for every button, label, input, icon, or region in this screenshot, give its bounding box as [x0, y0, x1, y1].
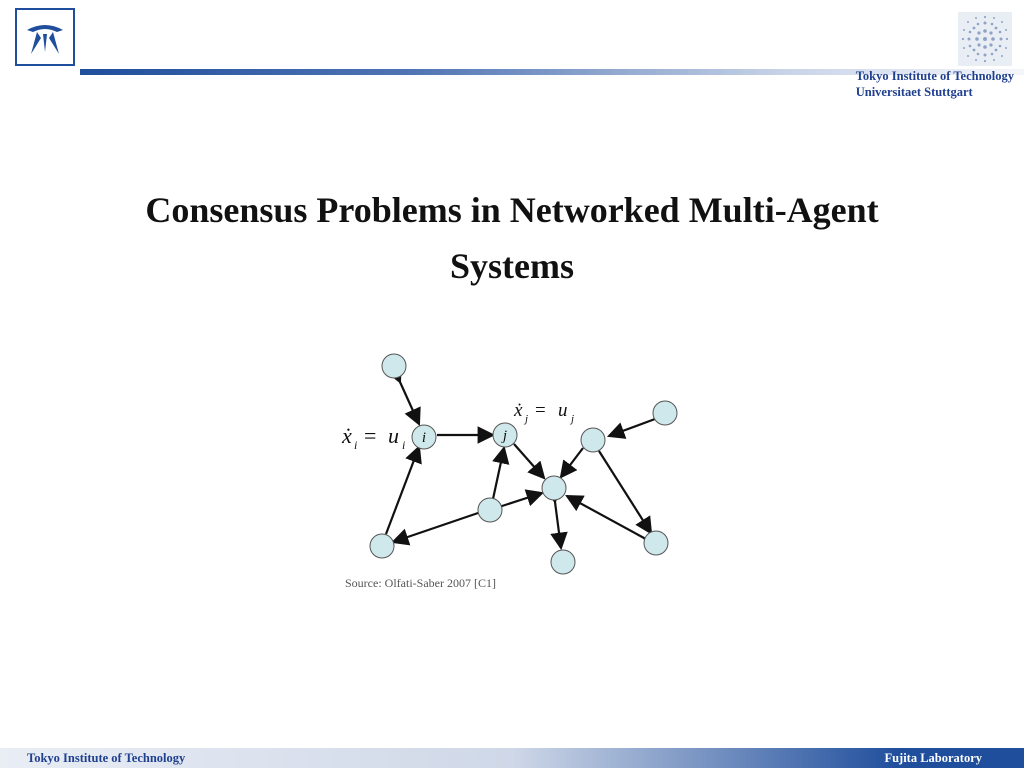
title-line-2: Systems — [450, 246, 574, 286]
node-bl — [370, 534, 394, 558]
node-r — [581, 428, 605, 452]
node-fr — [653, 401, 677, 425]
node-rb — [644, 531, 668, 555]
edge-j-c — [514, 444, 544, 478]
footer-institution: Tokyo Institute of Technology — [27, 751, 186, 765]
edge-m-j — [493, 448, 504, 499]
dot-pattern-icon — [958, 12, 1012, 66]
eq-i-lhs-sub: i — [354, 438, 358, 452]
eq-i-rhs: u — [388, 423, 399, 448]
edge-c-b — [555, 502, 561, 548]
institution-names — [856, 68, 1014, 100]
title-line-1: Consensus Problems in Networked Multi-Agent — [145, 190, 879, 230]
swallow-icon — [17, 10, 73, 64]
network-diagram — [330, 345, 680, 580]
node-m — [478, 498, 502, 522]
edge-m-c — [502, 493, 542, 506]
eq-i-equals: = — [364, 423, 377, 448]
stuttgart-logo — [958, 12, 1012, 66]
edge-r-c — [561, 448, 583, 477]
node-j-label: j — [502, 428, 508, 444]
institution-stuttgart: Universitaet Stuttgart — [855, 85, 973, 99]
footer-lab: Fujita Laboratory — [884, 751, 982, 765]
node-n1 — [382, 354, 406, 378]
eq-j-lhs-sub: j — [525, 413, 529, 425]
edge-fr-r — [609, 419, 655, 436]
eq-i-lhs: ẋ — [342, 423, 352, 448]
eq-i-rhs-sub: i — [402, 438, 406, 452]
eq-j-rhs: u — [558, 400, 568, 421]
source-caption: Source: Olfati-Saber 2007 [C1] — [345, 576, 496, 590]
slide-title — [60, 182, 964, 294]
edge-bl-i — [386, 447, 419, 534]
equation-j — [513, 400, 574, 425]
edge-r-rb — [599, 451, 651, 533]
edge-n1-i — [400, 382, 419, 424]
node-i-label: i — [421, 430, 427, 446]
edge-m-bl — [393, 512, 481, 542]
institution-tokyo: Tokyo Institute of Technology — [855, 69, 1014, 83]
eq-j-equals: = — [535, 400, 546, 421]
node-c — [542, 476, 566, 500]
eq-j-lhs: ẋ — [514, 400, 523, 421]
tokyo-tech-logo — [15, 8, 75, 66]
equation-i — [341, 423, 405, 452]
node-b — [551, 550, 575, 574]
eq-j-rhs-sub: j — [571, 413, 575, 425]
